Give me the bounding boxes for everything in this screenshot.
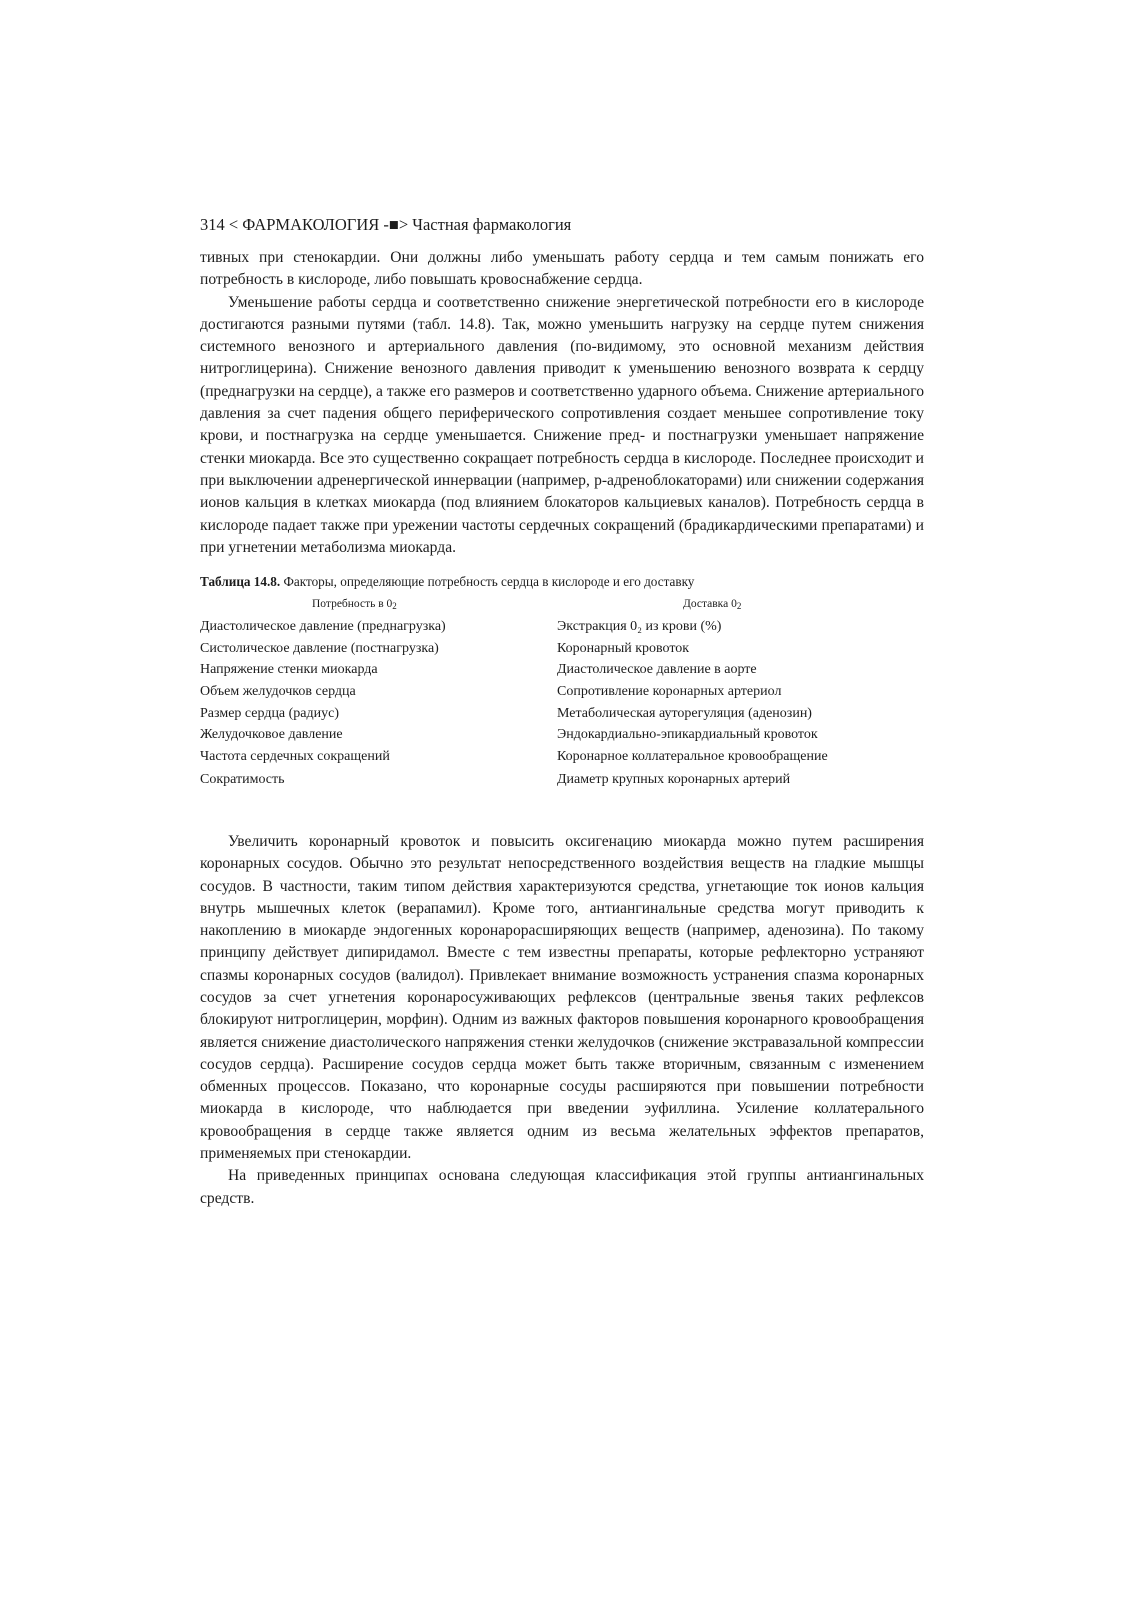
table-caption-label: Таблица 14.8.: [200, 574, 281, 590]
table-row: [200, 746, 924, 768]
table-cell-demand: Объем желудочков сердца: [200, 683, 356, 699]
table-cell-demand: Систолическое давление (постнагрузка): [200, 640, 439, 656]
table-header-delivery: Доставка $0_2$: [683, 598, 742, 612]
table-row: [200, 638, 924, 660]
table-header-demand: Потребность в $0_2$: [312, 598, 397, 612]
table-cell-demand: Напряжение стенки миокарда: [200, 662, 378, 678]
table-cell-delivery: Метаболическая ауторегуляция (аденозин): [557, 705, 812, 721]
paragraph-1: тивных при стенокардии. Они должны либо уменьшать работу сердца и тем самым понижать его потребность в кислороде, либо повышать кровоснабжение сердца.: [200, 249, 924, 289]
table-cell-delivery: Диаметр крупных коронарных артерий: [557, 772, 791, 788]
table-row: [200, 724, 924, 746]
table-row: [200, 659, 924, 681]
table-body: [200, 616, 924, 791]
factors-table: [200, 595, 924, 791]
table-row: [200, 769, 924, 791]
table-cell-demand: Диастолическое давление (преднагрузка): [200, 619, 446, 635]
table-caption: [200, 573, 924, 591]
table-cell-demand: Размер сердца (радиус): [200, 705, 340, 721]
paragraph-2: Уменьшение работы сердца и соответственно снижение энергетической потребности его в кислороде достигаются разными путями (табл. 14.8). Так, можно уменьшить нагрузку на сердце путем снижения системного венозного и артериального давления (по-видимому, это основной механизм действия нитроглицерина). Снижение венозного давления приводит к уменьшению венозного возврата к сердцу (преднагрузки на сердце), а также его размеров и соответственно ударного объема. Снижение артериального давления за счет падения общего периферического сопротивления создает меньшее сопротивление току крови, и постнагрузка на сердце уменьшается. Снижение пред- и постнагрузки уменьшает напряжение стенки миокарда. Все это существенно сокращает потребность сердца в кислороде. Последнее происходит и при выключении адренергической иннервации (например, р-адреноблокаторами) или снижении содержания ионов кальция в клетках миокарда (под влиянием блокаторов кальциевых каналов). Потребность сердца в кислороде падает также при урежении частоты сердечных сокращений (брадикардическими препаратами) и при угнетении метаболизма миокарда.: [200, 293, 925, 556]
table-cell-delivery: Экстракция 0₂ из крови (%): [557, 619, 722, 635]
table-cell-delivery: Эндокардиально-эпикардиальный кровоток: [557, 727, 818, 743]
table-header: [200, 595, 924, 613]
table-caption-text: Факторы, определяющие потребность сердца в кислороде и его доставку: [280, 574, 695, 590]
table-row: [200, 681, 924, 703]
document-page: [200, 214, 924, 1210]
table-cell-demand: Сократимость: [200, 772, 285, 788]
paragraph-4: На приведенных принципах основана следующая классификация этой группы антиангинальных средств.: [200, 1167, 924, 1207]
table-cell-delivery: Диастолическое давление в аорте: [557, 662, 757, 678]
table-cell-delivery: Коронарное коллатеральное кровообращение: [557, 748, 828, 764]
running-head: 314 < ФАРМАКОЛОГИЯ -■> Частная фармакология: [200, 215, 572, 234]
table-cell-demand: Желудочковое давление: [200, 727, 343, 743]
table-cell-delivery: Коронарный кровоток: [557, 640, 690, 656]
table-row: [200, 616, 924, 638]
table-cell-demand: Частота сердечных сокращений: [200, 748, 390, 764]
table-row: [200, 703, 924, 725]
paragraph-3: Увеличить коронарный кровоток и повысить оксигенацию миокарда можно путем расширения коронарных сосудов. Обычно это результат непосредственного воздействия веществ на гладкие мышцы сосудов. В частности, таким типом действия характеризуются средства, угнетающие ток ионов кальция внутрь мышечных клеток (верапамил). Кроме того, антиангинальные средства могут приводить к накоплению в миокарде эндогенных коронарорасширяющих веществ (например, аденозина). По такому принципу действует дипиридамол. Вместе с тем известны препараты, которые рефлекторно устраняют спазмы коронарных сосудов (валидол). Привлекает внимание возможность устранения спазма коронарных сосудов за счет угнетения коронаросуживающих рефлексов (центральные звенья таких рефлексов блокируют нитроглицерин, морфин). Одним из важных факторов повышения коронарного кровообращения является снижение диастолического напряжения стенки желудочков (снижение экстравазальной компрессии сосудов сердца). Расширение сосудов сердца может быть также вторичным, связанным с изменением обменных процессов. Показано, что коронарные сосуды расширяются при повышении потребности миокарда в кислороде, что наблюдается при введении эуфиллина. Усиление коллатерального кровообращения в сердце также является одним из весьма желательных эффектов препаратов, применяемых при стенокардии.: [200, 832, 924, 1163]
table-cell-delivery: Сопротивление коронарных артериол: [557, 683, 782, 699]
